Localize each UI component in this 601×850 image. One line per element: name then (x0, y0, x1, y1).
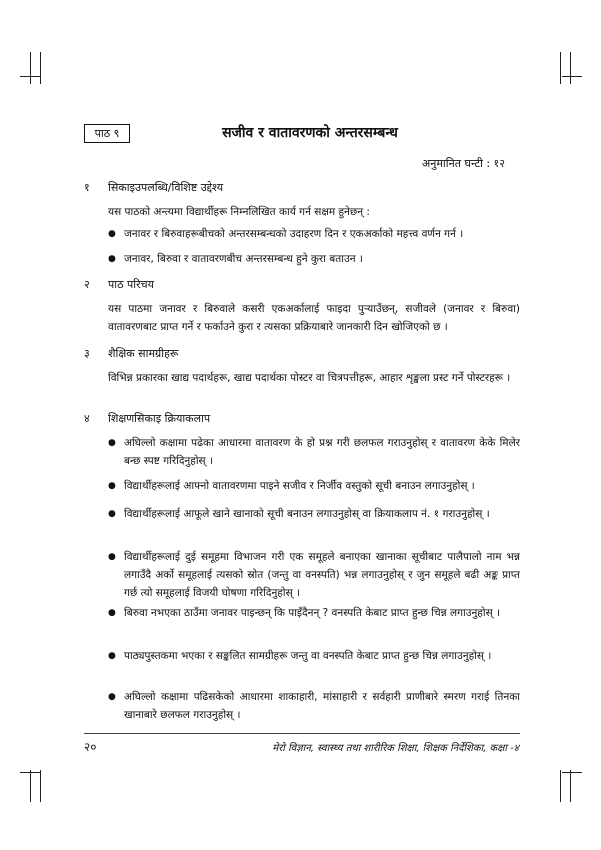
section-heading (84, 277, 154, 292)
section-number: ३ (84, 347, 90, 360)
list-item-text: जनावर र बिरुवाहरूबीचको अन्तरसम्बन्धको उदाहरण दिन र एकअर्काको महत्त्व वर्णन गर्न । (124, 228, 464, 240)
estimated-periods: अनुमानित घन्टी : १२ (421, 157, 505, 170)
crop-mark (20, 76, 40, 77)
footer-divider (84, 733, 520, 734)
list-item-text: पाठ्यपुस्तकमा भएका र सङ्कलित सामग्रीहरू जन्तु वा वनस्पति केबाट प्राप्त हुन्छ चिन्न लगाउनुहोस् । (124, 650, 492, 662)
list-item-text: बिरुवा नभएका ठाउँमा जनावर पाइन्छन् कि पाइँदैनन् ? वनस्पति केबाट प्राप्त हुन्छ चिन्न लगाउनुहोस् । (124, 607, 500, 619)
lesson-label: पाठ ९ (84, 124, 130, 143)
crop-mark (560, 770, 561, 802)
page-number: २० (84, 740, 97, 754)
list-item-text: अघिल्लो कक्षामा पढेका आधारमा वातावरण के हो प्रश्न गरी छलफल गराउनुहोस् र वातावरण केके मिलेर बन्छ स्पष्ट गरिदिनुहोस् । (124, 437, 520, 467)
section-title: पाठ परिचय (108, 278, 154, 291)
crop-mark (40, 52, 41, 84)
crop-mark (560, 52, 561, 84)
crop-mark (570, 52, 571, 84)
section-title: शैक्षिक सामग्रीहरू (108, 347, 179, 360)
list-item (108, 548, 520, 602)
list-item-text: विद्यार्थीहरूलाई आफ्नो वातावरणमा पाइने सजीव र निर्जीव वस्तुको सूची बनाउन लगाउनुहोस् । (124, 480, 475, 492)
footer-text: मेरो विज्ञान, स्वास्थ्य तथा शारीरिक शिक्षा, शिक्षक निर्देशिका, कक्षा -४ (272, 743, 519, 754)
bullet-icon: ● (108, 509, 116, 519)
bullet-icon: ● (108, 651, 116, 661)
crop-mark (562, 76, 582, 77)
list-item-text: विद्यार्थीहरूलाई दुई समूहमा विभाजन गरी एक समूहले बनाएका खानाका सूचीबाट पालैपालो नाम भन्न लगाउँदै अर्को समूहलाई त्यसको स्रोत (जन्तु वा वनस्पति) भन्न लगाउनुहोस् र जुन समूहले बढी अङ्क प्राप्त गर्छ त्यो समूहलाई विजयी घोषणा गरिदिनुहोस् । (124, 551, 520, 599)
list-item (108, 647, 520, 665)
bullet-icon: ● (108, 608, 116, 618)
section-number: ४ (84, 412, 90, 425)
bullet-icon: ● (108, 229, 116, 239)
section-heading (84, 180, 223, 195)
section-number: २ (84, 278, 90, 291)
bullet-icon: ● (108, 438, 116, 448)
list-item (108, 250, 520, 268)
bullet-icon: ● (108, 692, 116, 702)
list-item (108, 604, 520, 622)
section-number: १ (84, 181, 90, 194)
list-item-text: जनावर, बिरुवा र वातावरणबीच अन्तरसम्बन्ध हुने कुरा बताउन । (124, 253, 363, 265)
bullet-icon: ● (108, 552, 116, 562)
crop-mark (40, 770, 41, 802)
crop-mark (562, 772, 582, 773)
list-item (108, 688, 520, 724)
list-item-text: अघिल्लो कक्षामा पढिसकेको आधारमा शाकाहारी, मांसाहारी र सर्वहारी प्राणीबारे स्मरण गराई तिनका खानाबारे छलफल गराउनुहोस् । (124, 691, 520, 721)
list-item (108, 505, 520, 523)
section-title: सिकाइउपलब्धि/विशिष्ट उद्देश्य (108, 181, 224, 194)
objectives-intro: यस पाठको अन्त्यमा विद्यार्थीहरू निम्नलिखित कार्य गर्न सक्षम हुनेछन् : (108, 206, 370, 218)
list-item (108, 477, 520, 495)
crop-mark (30, 52, 31, 84)
crop-mark (20, 772, 40, 773)
bullet-icon: ● (108, 254, 116, 264)
list-item-text: विद्यार्थीहरूलाई आफूले खाने खानाको सूची बनाउन लगाउनुहोस् वा क्रियाकलाप नं. १ गराउनुहोस् । (124, 508, 490, 520)
introduction-paragraph: यस पाठमा जनावर र बिरुवाले कसरी एकअर्कालाई फाइदा पुऱ्याउँछन्, सजीवले (जनावर र बिरुवा) वातावरणबाट प्राप्त गर्ने र फर्काउने कुरा र त्यसका प्रक्रियाबारे जानकारी दिन खोजिएको छ । (108, 303, 520, 333)
page-title: सजीव र वातावरणको अन्तरसम्बन्ध (222, 125, 398, 141)
bullet-icon: ● (108, 481, 116, 491)
list-item (108, 434, 520, 470)
section-heading (84, 411, 210, 426)
materials-paragraph: विभिन्न प्रकारका खाद्य पदार्थहरू, खाद्य पदार्थका पोस्टर वा चित्रपत्तीहरू, आहार शृङ्खला प्रस्ट गर्ने पोस्टरहरू । (108, 372, 511, 384)
crop-mark (30, 770, 31, 802)
section-title: शिक्षणसिकाइ क्रियाकलाप (108, 412, 211, 425)
crop-mark (570, 770, 571, 802)
list-item (108, 225, 520, 243)
section-heading (84, 346, 178, 361)
